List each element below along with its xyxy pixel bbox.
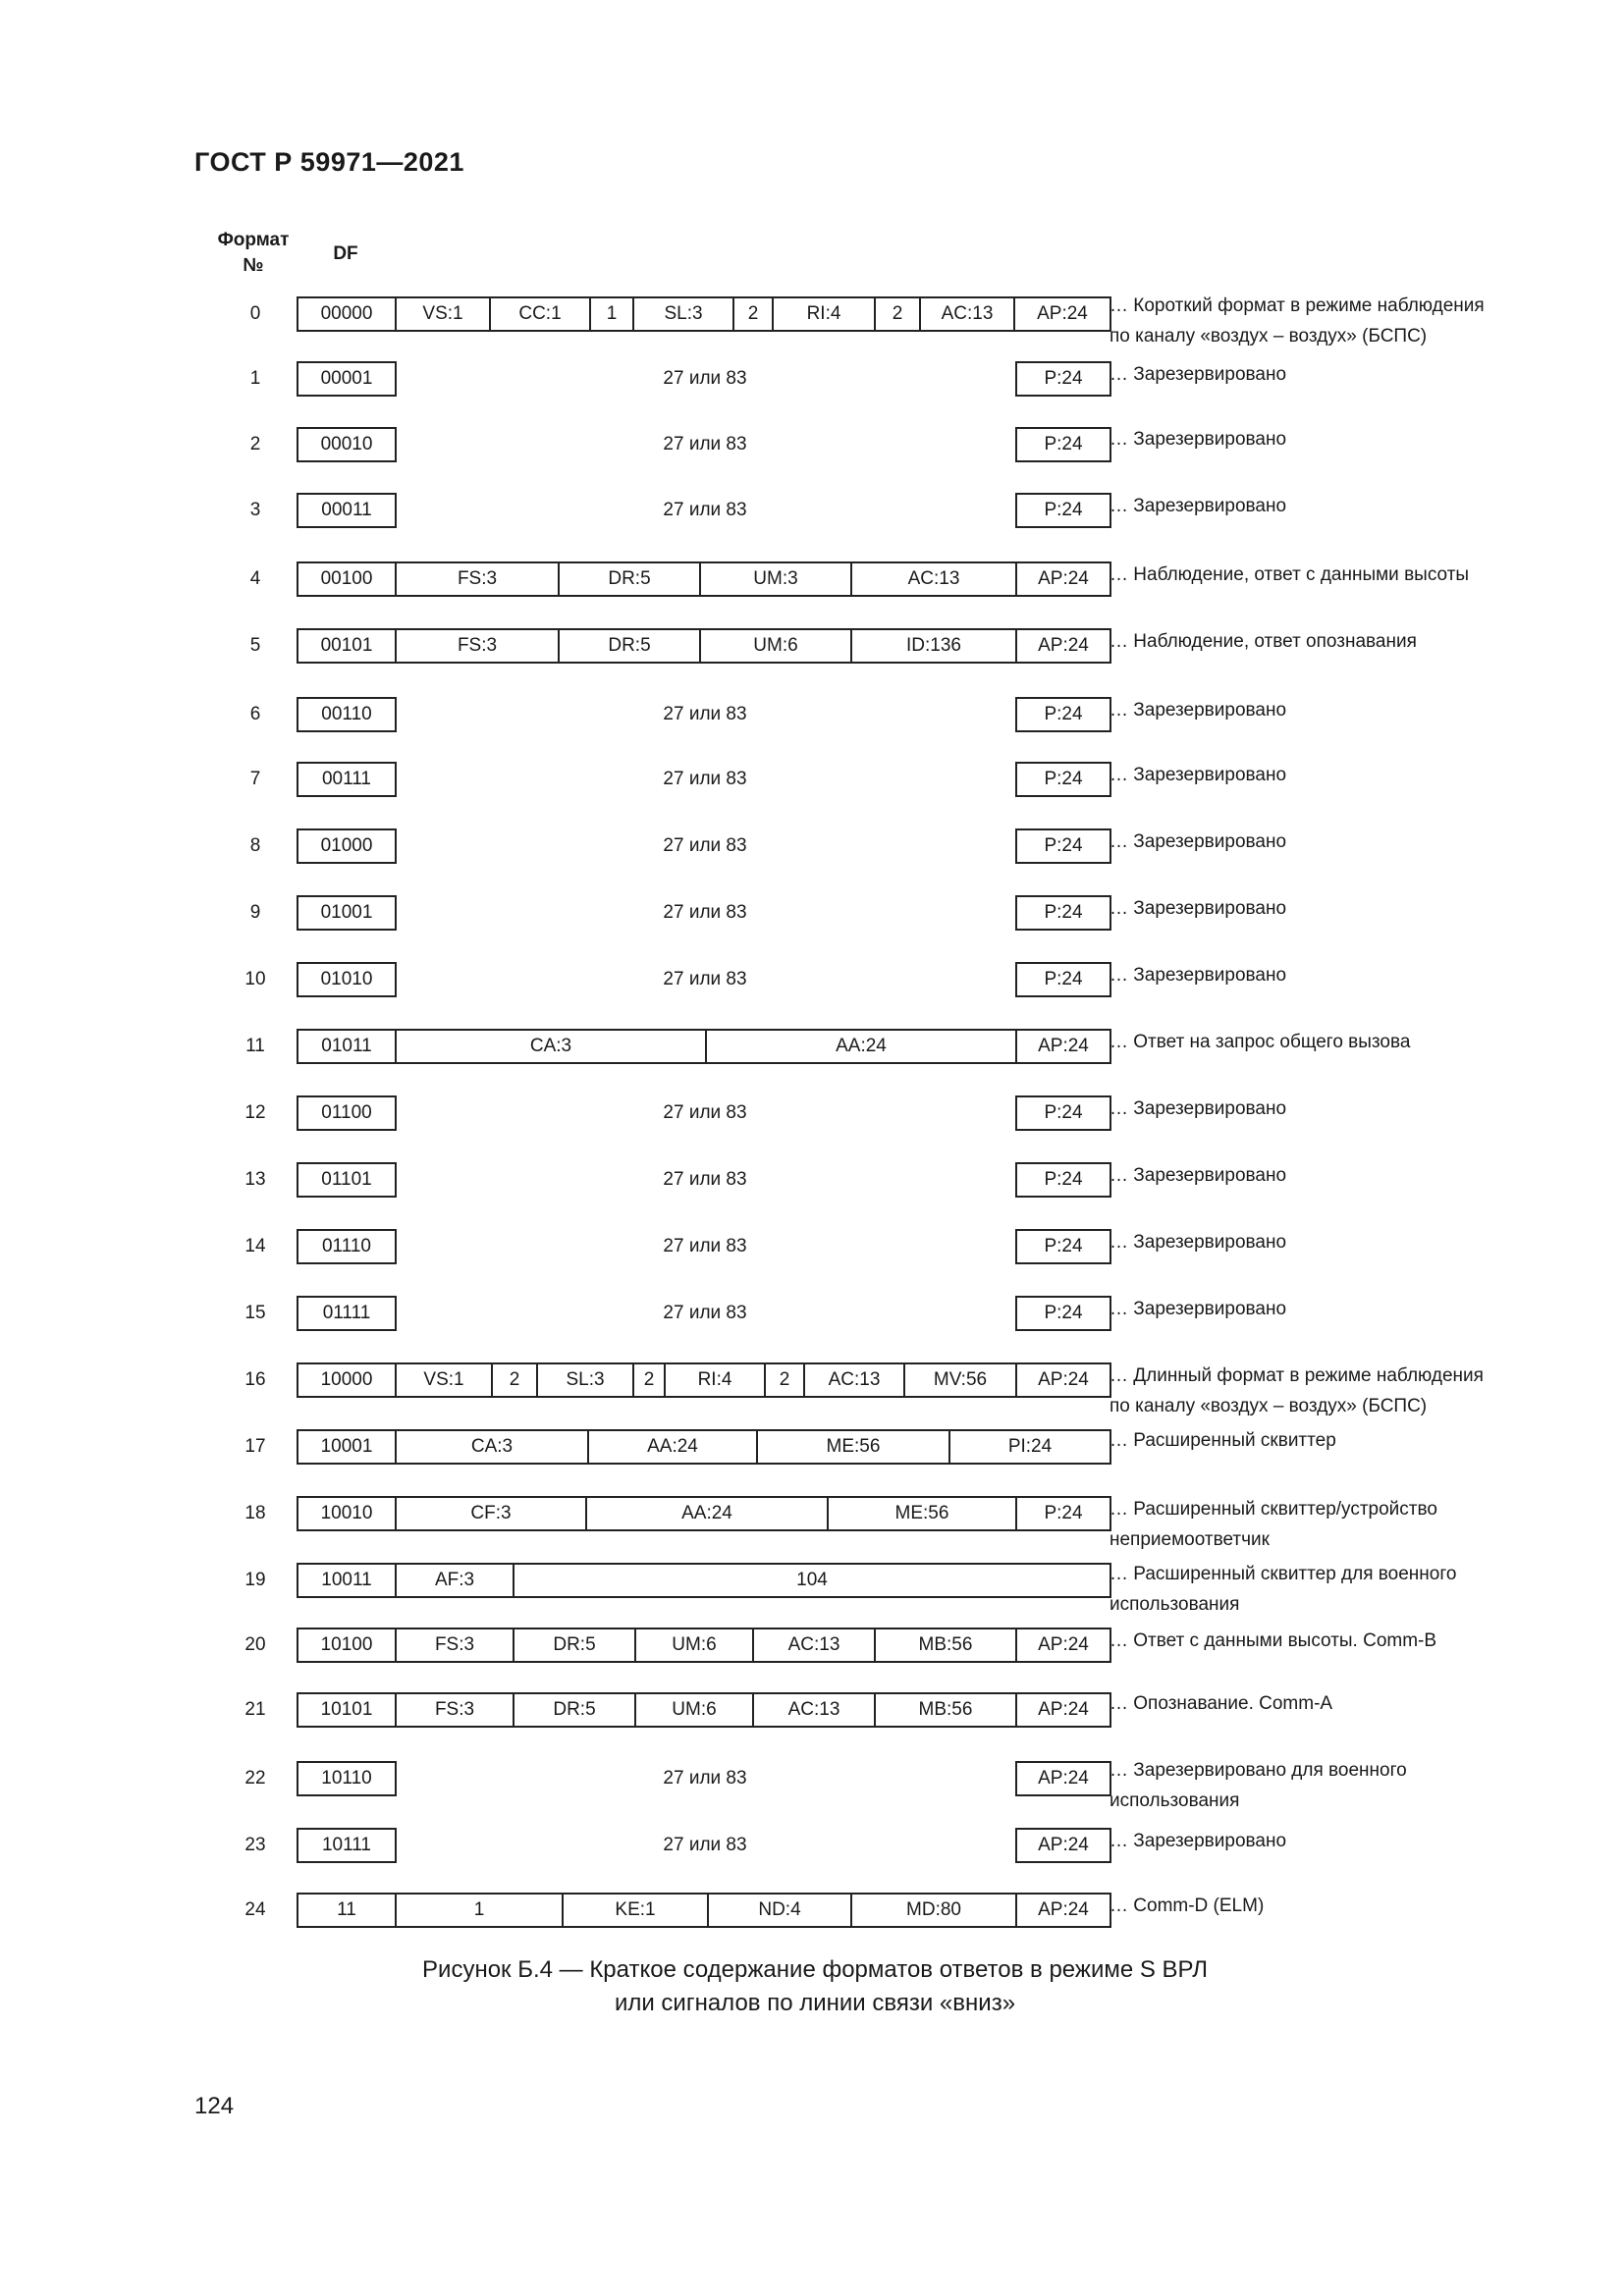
document-header: ГОСТ Р 59971—2021 xyxy=(194,147,464,177)
format-number: 20 xyxy=(244,1634,266,1655)
bit-field: AC:13 xyxy=(803,1362,905,1398)
df-field: 00111 xyxy=(297,762,397,797)
format-description: … Ответ на запрос общего вызова xyxy=(1110,1032,1411,1052)
bit-field: RI:4 xyxy=(772,296,876,332)
bit-field: 27 или 83 xyxy=(663,835,747,856)
format-number: 17 xyxy=(244,1436,266,1457)
format-description: … Ответ с данными высоты. Comm-B xyxy=(1110,1630,1437,1651)
bit-field: DR:5 xyxy=(558,628,701,664)
df-field: 00100 xyxy=(297,561,397,597)
bit-field: P:24 xyxy=(1015,828,1111,864)
bit-field: AP:24 xyxy=(1015,1362,1111,1398)
bit-field: P:24 xyxy=(1015,762,1111,797)
bit-field: P:24 xyxy=(1015,361,1111,397)
bit-field: CA:3 xyxy=(395,1029,707,1064)
bit-field: AC:13 xyxy=(752,1628,876,1663)
format-number: 0 xyxy=(249,303,261,324)
bit-field: RI:4 xyxy=(664,1362,766,1398)
format-number: 16 xyxy=(244,1369,266,1390)
bit-field: P:24 xyxy=(1015,1296,1111,1331)
bit-field: FS:3 xyxy=(395,561,560,597)
bit-field: P:24 xyxy=(1015,1095,1111,1131)
bit-field: AC:13 xyxy=(850,561,1017,597)
bit-field: SL:3 xyxy=(632,296,734,332)
bit-field: 2 xyxy=(732,296,774,332)
df-field: 01010 xyxy=(297,962,397,997)
df-field: 10101 xyxy=(297,1692,397,1728)
df-field: 01110 xyxy=(297,1229,397,1264)
format-description: … Зарезервировано xyxy=(1110,965,1287,986)
format-description: … Зарезервировано xyxy=(1110,1299,1287,1319)
format-number: 12 xyxy=(244,1102,266,1123)
bit-field: 104 xyxy=(513,1563,1111,1598)
bit-field: P:24 xyxy=(1015,697,1111,732)
bit-field: ID:136 xyxy=(850,628,1017,664)
bit-field: 27 или 83 xyxy=(663,1102,747,1123)
df-field: 00000 xyxy=(297,296,397,332)
format-number: 10 xyxy=(244,969,266,989)
format-number: 18 xyxy=(244,1503,266,1523)
format-description: … Зарезервировано для военного использования xyxy=(1110,1760,1407,1811)
column-header-df: DF xyxy=(333,243,358,264)
format-number: 4 xyxy=(249,568,261,589)
format-number: 6 xyxy=(249,704,261,724)
format-number: 14 xyxy=(244,1236,266,1256)
format-description: … Зарезервировано xyxy=(1110,831,1287,852)
bit-field: FS:3 xyxy=(395,1628,514,1663)
format-number: 3 xyxy=(249,500,261,520)
column-header-format-number: Формат № xyxy=(217,230,290,276)
bit-field: DR:5 xyxy=(558,561,701,597)
format-number: 15 xyxy=(244,1303,266,1323)
bit-field: PI:24 xyxy=(948,1429,1111,1465)
bit-field: AP:24 xyxy=(1015,1029,1111,1064)
bit-field: 27 или 83 xyxy=(663,1169,747,1190)
bit-field: CC:1 xyxy=(489,296,591,332)
df-field: 00010 xyxy=(297,427,397,462)
df-field: 01011 xyxy=(297,1029,397,1064)
bit-field: CA:3 xyxy=(395,1429,589,1465)
df-field: 10000 xyxy=(297,1362,397,1398)
bit-field: 27 или 83 xyxy=(663,1236,747,1256)
bit-field: 2 xyxy=(874,296,921,332)
bit-field: P:24 xyxy=(1015,1496,1111,1531)
format-description: … Зарезервировано xyxy=(1110,1232,1287,1253)
format-number: 7 xyxy=(249,769,261,789)
df-field: 01111 xyxy=(297,1296,397,1331)
bit-field: AP:24 xyxy=(1015,1761,1111,1796)
bit-field: AP:24 xyxy=(1015,561,1111,597)
format-description: … Длинный формат в режиме наблюдения по каналу «воздух – воздух» (БСПС) xyxy=(1110,1365,1484,1416)
df-field: 01100 xyxy=(297,1095,397,1131)
bit-field: 27 или 83 xyxy=(663,902,747,923)
df-field: 10100 xyxy=(297,1628,397,1663)
format-number: 19 xyxy=(244,1570,266,1590)
bit-field: 27 или 83 xyxy=(663,1303,747,1323)
bit-field: AP:24 xyxy=(1015,1893,1111,1928)
bit-field: DR:5 xyxy=(513,1628,636,1663)
format-number: 2 xyxy=(249,434,261,454)
bit-field: 27 или 83 xyxy=(663,1835,747,1855)
format-description: … Расширенный сквиттер для военного использования xyxy=(1110,1564,1457,1615)
df-field: 10010 xyxy=(297,1496,397,1531)
bit-field: P:24 xyxy=(1015,427,1111,462)
bit-field: MV:56 xyxy=(903,1362,1017,1398)
df-field: 01101 xyxy=(297,1162,397,1198)
bit-field: ME:56 xyxy=(756,1429,950,1465)
format-number: 11 xyxy=(245,1036,265,1056)
bit-field: 27 или 83 xyxy=(663,434,747,454)
bit-field: 2 xyxy=(764,1362,805,1398)
bit-field: CF:3 xyxy=(395,1496,587,1531)
format-description: … Опознавание. Comm-A xyxy=(1110,1693,1333,1714)
format-description: … Короткий формат в режиме наблюдения по каналу «воздух – воздух» (БСПС) xyxy=(1110,295,1485,347)
bit-field: FS:3 xyxy=(395,628,560,664)
df-field: 00101 xyxy=(297,628,397,664)
bit-field: AP:24 xyxy=(1015,1828,1111,1863)
bit-field: VS:1 xyxy=(395,296,491,332)
df-field: 00110 xyxy=(297,697,397,732)
bit-field: MD:80 xyxy=(850,1893,1017,1928)
format-description: … Зарезервировано xyxy=(1110,898,1287,919)
df-field: 11 xyxy=(297,1893,397,1928)
bit-field: SL:3 xyxy=(536,1362,634,1398)
bit-field: 27 или 83 xyxy=(663,1768,747,1789)
format-number: 1 xyxy=(249,368,261,389)
bit-field: AA:24 xyxy=(585,1496,829,1531)
format-description: … Зарезервировано xyxy=(1110,429,1287,450)
format-description: … Наблюдение, ответ опознавания xyxy=(1110,631,1417,652)
bit-field: P:24 xyxy=(1015,1162,1111,1198)
bit-field: AC:13 xyxy=(919,296,1015,332)
bit-field: AP:24 xyxy=(1015,628,1111,664)
format-number: 9 xyxy=(249,902,261,923)
bit-field: 27 или 83 xyxy=(663,969,747,989)
bit-field: AC:13 xyxy=(752,1692,876,1728)
format-number: 23 xyxy=(244,1835,266,1855)
format-description: … Зарезервировано xyxy=(1110,765,1287,785)
df-field: 00001 xyxy=(297,361,397,397)
df-field: 10011 xyxy=(297,1563,397,1598)
df-field: 10001 xyxy=(297,1429,397,1465)
bit-field: P:24 xyxy=(1015,1229,1111,1264)
bit-field: ME:56 xyxy=(827,1496,1017,1531)
bit-field: AP:24 xyxy=(1015,1628,1111,1663)
bit-field: ND:4 xyxy=(707,1893,852,1928)
bit-field: 27 или 83 xyxy=(663,769,747,789)
format-number: 8 xyxy=(249,835,261,856)
bit-field: 1 xyxy=(589,296,634,332)
bit-field: FS:3 xyxy=(395,1692,514,1728)
bit-field: MB:56 xyxy=(874,1628,1017,1663)
bit-field: AF:3 xyxy=(395,1563,514,1598)
bit-field: AA:24 xyxy=(587,1429,758,1465)
format-description: … Зарезервировано xyxy=(1110,1831,1287,1851)
page-number: 124 xyxy=(194,2093,235,2119)
bit-field: KE:1 xyxy=(562,1893,709,1928)
bit-field: P:24 xyxy=(1015,895,1111,931)
bit-field: 27 или 83 xyxy=(663,500,747,520)
format-number: 5 xyxy=(249,635,261,656)
bit-field: P:24 xyxy=(1015,962,1111,997)
df-field: 01000 xyxy=(297,828,397,864)
df-field: 01001 xyxy=(297,895,397,931)
figure-caption: Рисунок Б.4 — Краткое содержание форматов ответов в режиме S ВРЛ или сигналов по линии связи «вниз» xyxy=(422,1956,1208,2016)
bit-field: UM:3 xyxy=(699,561,852,597)
df-field: 10110 xyxy=(297,1761,397,1796)
df-field: 00011 xyxy=(297,493,397,528)
format-description: … Зарезервировано xyxy=(1110,496,1287,516)
format-number: 21 xyxy=(244,1699,266,1720)
bit-field: AA:24 xyxy=(705,1029,1017,1064)
bit-field: 2 xyxy=(491,1362,538,1398)
bit-field: 1 xyxy=(395,1893,564,1928)
format-number: 24 xyxy=(244,1899,266,1920)
format-description: … Comm-D (ELM) xyxy=(1110,1896,1265,1916)
bit-field: VS:1 xyxy=(395,1362,493,1398)
bit-field: DR:5 xyxy=(513,1692,636,1728)
bit-field: AP:24 xyxy=(1015,1692,1111,1728)
format-number: 13 xyxy=(244,1169,266,1190)
format-description: … Зарезервировано xyxy=(1110,1098,1287,1119)
format-description: … Расширенный сквиттер/устройство неприемоответчик xyxy=(1110,1499,1437,1550)
format-description: … Зарезервировано xyxy=(1110,700,1287,721)
bit-field: P:24 xyxy=(1015,493,1111,528)
format-description: … Зарезервировано xyxy=(1110,1165,1287,1186)
bit-field: 27 или 83 xyxy=(663,704,747,724)
format-description: … Расширенный сквиттер xyxy=(1110,1430,1336,1451)
format-description: … Наблюдение, ответ с данными высоты xyxy=(1110,564,1470,585)
bit-field: UM:6 xyxy=(634,1628,754,1663)
bit-field: UM:6 xyxy=(634,1692,754,1728)
bit-field: AP:24 xyxy=(1013,296,1111,332)
bit-field: MB:56 xyxy=(874,1692,1017,1728)
format-description: … Зарезервировано xyxy=(1110,364,1287,385)
bit-field: UM:6 xyxy=(699,628,852,664)
df-field: 10111 xyxy=(297,1828,397,1863)
bit-field: 27 или 83 xyxy=(663,368,747,389)
format-number: 22 xyxy=(244,1768,266,1789)
bit-field: 2 xyxy=(632,1362,666,1398)
